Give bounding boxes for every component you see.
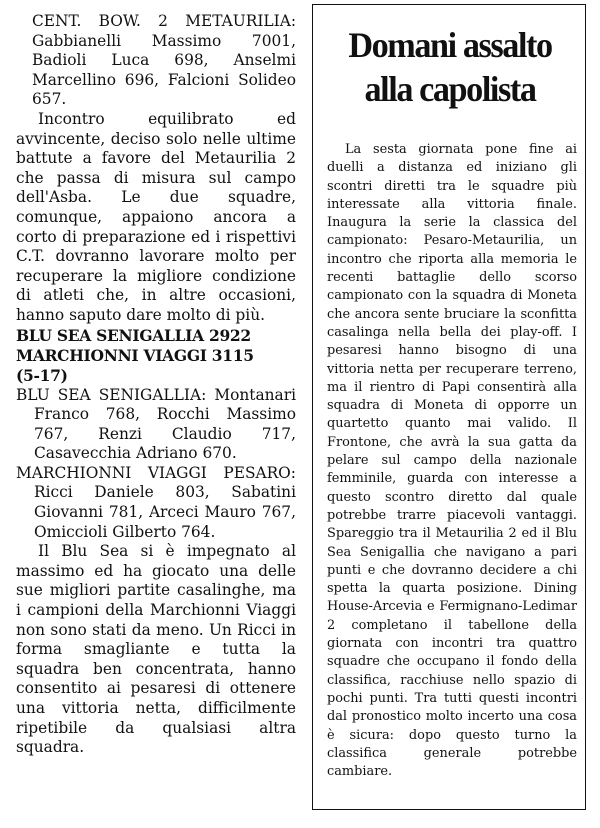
result-score: (5-17) [16, 365, 68, 385]
headline-line-1: Domani assalto [348, 25, 552, 65]
left-column-article [16, 12, 296, 758]
blu-sea-lineup: BLU SEA SENIGALLIA: Montanari Franco 768, Rocchi Massimo 767, Renzi Claudio 717, Casavecchia Adriano 670. [16, 385, 296, 463]
boxed-article-body [327, 141, 577, 781]
boxed-article [312, 4, 586, 810]
metaurilia-lineup: CENT. BOW. 2 METAURILIA: Gabbianelli Massimo 7001, Badioli Luca 698, Anselmi Marcellino 696, Falcioni Solideo 657. [32, 12, 296, 109]
result-line-blu-sea: BLU SEA SENIGALLIA 2922 [16, 325, 251, 345]
headline-line-2: alla capolista [364, 69, 536, 109]
boxed-article-paragraph: La sesta giornata pone fine ai duelli a distanza ed iniziano gli scontri diretti tra le squadre più interessate alla vittoria finale. Inaugura la serie la classica del campionato: Pesaro-Metaurilia, un incontro che riporta alla memoria le recenti battaglie dello scorso campionato con la squadra di Moneta che ancora sente bruciare la sconfitta casalinga nella bella dei play-off. I pesaresi hanno bisogno di una vittoria netta per recuperare terreno, ma il rientro di Papi consentirà alla squadra di Moneta di opporre un quartetto quanto mai valido. Il Frontone, che avrà la sua gatta da pelare sul campo della nazionale femminile, guarda con interesse a questo scontro diretto dal quale potrebbe trarre piacevoli vantaggi. Spareggio tra il Metaurilia 2 ed il Blu Sea Senigallia che navigano a pari punti e che dovranno decidere a chi spetta la quarta posizione. Dining House-Arcevia e Fermignano-Ledimar 2 completano il tabellone della giornata con incontri tra quattro squadre che occupano il fondo della classifica, racchiuse nello spazio di pochi punti. Tra tutti questi incontri dal pronostico molto incerto una cosa è sicura: dopo questo turno la classifica generale potrebbe cambiare. [327, 142, 577, 780]
result-line-marchionni: MARCHIONNI VIAGGI 3115 [16, 345, 254, 365]
match-report-paragraph: Incontro equilibrato ed avvincente, deciso solo nelle ultime battute a favore del Metaurilia 2 che passa di misura sul campo dell'Asba. Le due squadre, comunque, appaiono ancora a corto di preparazione ed i rispettivi C.T. dovranno lavorare molto per recuperare la migliore condizione di atleti che, in altre occasioni, hanno saputo dare molto di più. [16, 109, 296, 324]
blu-sea-report-paragraph: Il Blu Sea si è impegnato al massimo ed ha giocato una delle sue migliori partite casalinghe, ma i campioni della Marchionni Viaggi non sono stati da meno. Un Ricci in forma smagliante e tutta la squadra ben concentrata, hanno consentito ai pesaresi di ottenere una vittoria netta, difficilmente ripetibile da qualsiasi altra squadra. [16, 542, 296, 757]
headline [327, 23, 572, 111]
marchionni-lineup: MARCHIONNI VIAGGI PESARO: Ricci Daniele 803, Sabatini Giovanni 781, Arceci Mauro 767, Omiccioli Gilberto 764. [16, 463, 296, 541]
